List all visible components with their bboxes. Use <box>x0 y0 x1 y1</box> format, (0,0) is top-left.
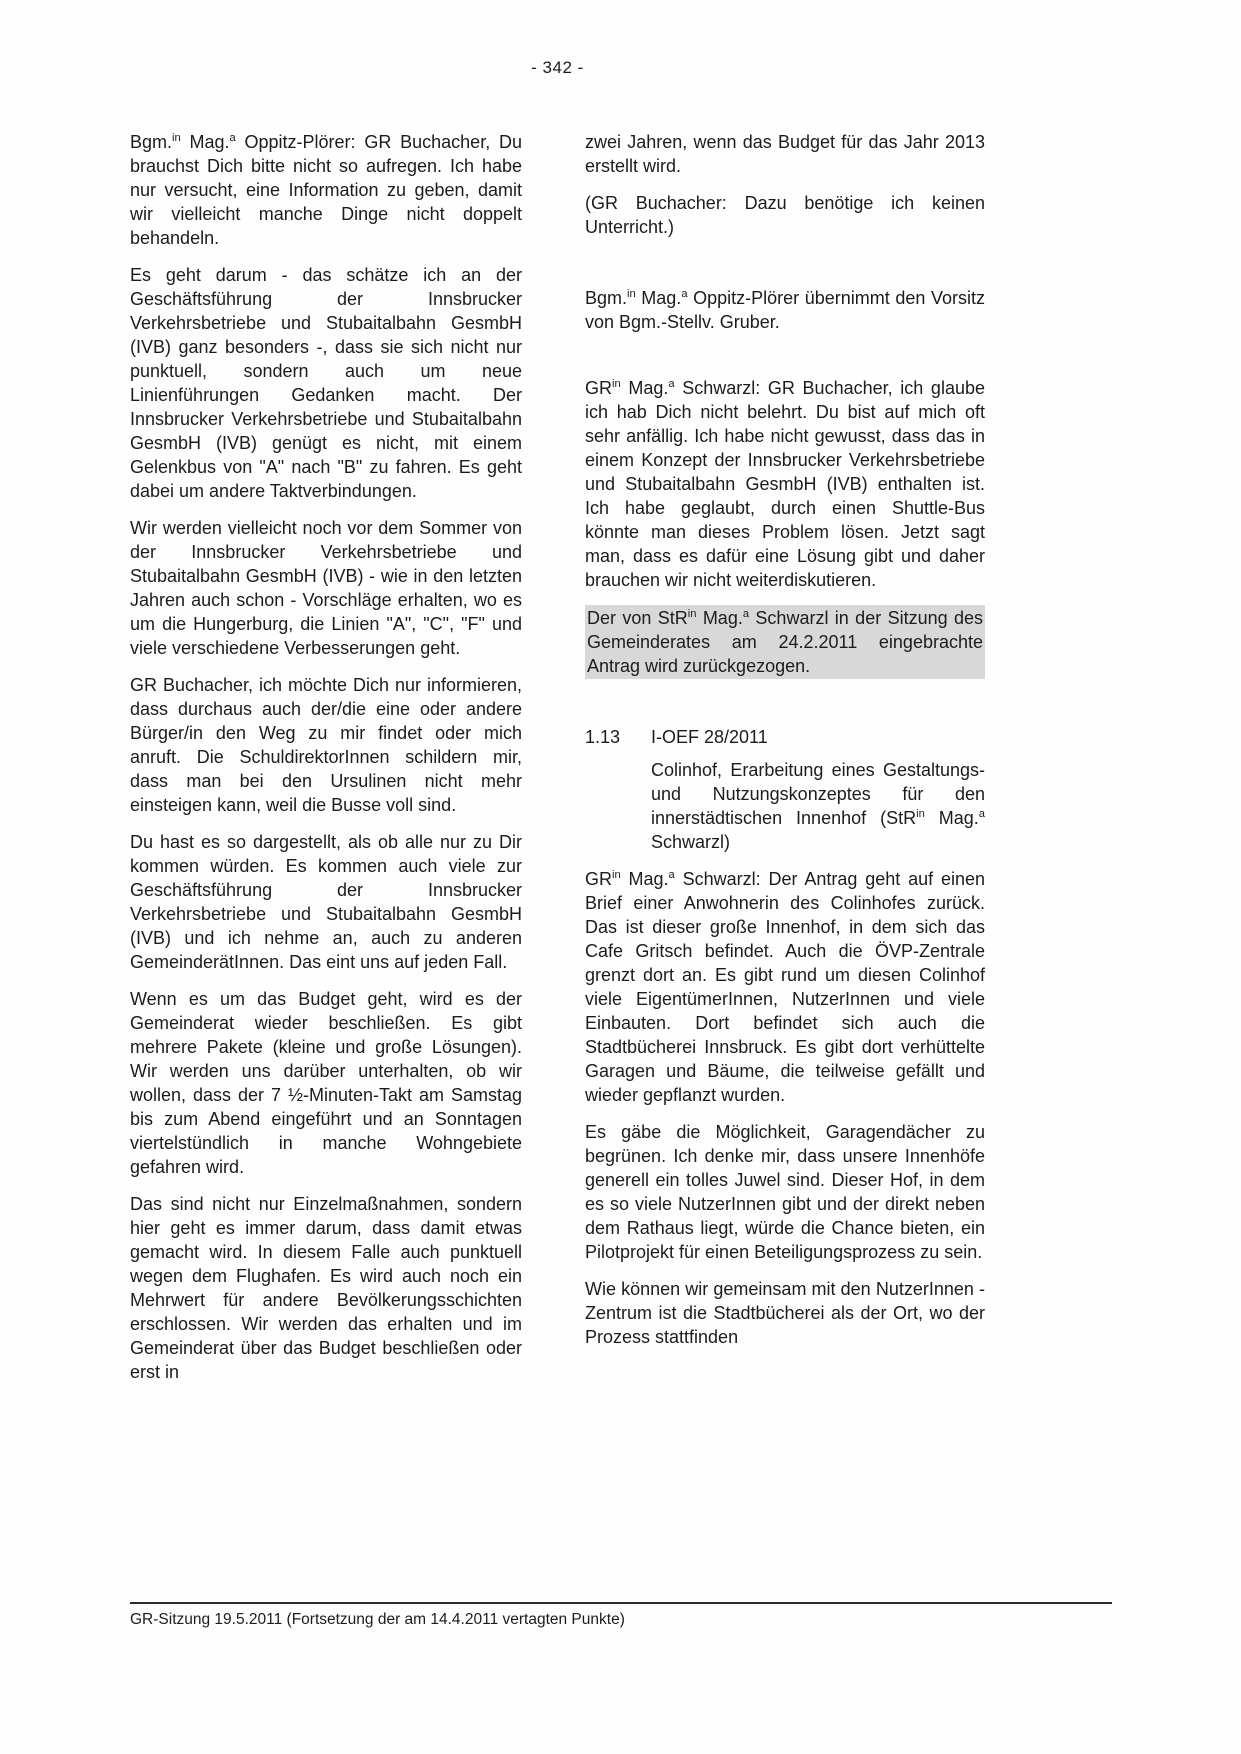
footer-text: GR-Sitzung 19.5.2011 (Fortsetzung der am 14.4.2011 vertagten Punkte) <box>130 1611 625 1628</box>
paragraph: GR Buchacher, ich möchte Dich nur informieren, dass durchaus auch der/die eine oder andere Bürger/in den Weg zu mir findet oder mich anruft. Die SchuldirektorInnen schildern mir, dass man bei den Ursulinen nicht mehr einsteigen kann, weil die Busse voll sind. <box>130 675 522 815</box>
withdrawal-highlight: Der von StR$^{in}$ Mag.$^a$ Schwarzl in der Sitzung des Gemeinderates am 24.2.2011 eingebrachte Antrag wird zurückgezogen. <box>585 605 985 679</box>
agenda-item-code: I-OEF 28/2011 <box>651 727 768 747</box>
page-footer <box>130 1602 1112 1630</box>
paragraph-continuation: zwei Jahren, wenn das Budget für das Jahr 2013 erstellt wird. <box>585 132 985 176</box>
paragraph: Es geht darum - das schätze ich an der Geschäftsführung der Innsbrucker Verkehrsbetriebe und Stubaitalbahn GesmbH (IVB) ganz besonders -, dass sie sich nicht nur punktuell, sondern auch um neue Linienführungen Gedanken macht. Der Innsbrucker Verkehrsbetriebe und Stubaitalbahn GesmbH (IVB) genügt es nicht, mit einem Gelenkbus von "A" nach "B" zu fahren. Es geht dabei um andere Taktverbindungen. <box>130 265 522 501</box>
agenda-item-number: 1.13 <box>585 727 621 747</box>
interjection-paragraph: (GR Buchacher: Dazu benötige ich keinen Unterricht.) <box>585 193 985 237</box>
paragraph: $GR^{in}$ Mag.$^a$ Schwarzl: Der Antrag geht auf einen Brief einer Anwohnerin des Colinhofes zurück. Das ist dieser große Innenhof, in dem sich das Cafe Gritsch befindet. Auch die ÖVP-Zentrale grenzt dort an. Es gibt rund um diesen Colinhof viele EigentümerInnen, NutzerInnen und viele Einbauten. Dort befindet sich auch die Stadtbücherei Innsbruck. Es gibt dort verhüttelte Garagen und Bäume, die teilweise gefällt und wieder gepflanzt wurden. <box>585 869 985 1105</box>
agenda-item-heading <box>585 725 985 749</box>
page-number: - 342 - <box>531 58 584 77</box>
paragraph: Wie können wir gemeinsam mit den NutzerInnen - Zentrum ist die Stadtbücherei als der Ort, wo der Prozess stattfinden <box>585 1279 985 1347</box>
chair-handover-note: Bgm.$^{in}$ Mag.$^a$ Oppitz-Plörer übernimmt den Vorsitz von Bgm.-Stellv. Gruber. <box>585 288 985 332</box>
paragraph: Wenn es um das Budget geht, wird es der Gemeinderat wieder beschließen. Es gibt mehrere Pakete (kleine und große Lösungen). Wir werden uns darüber unterhalten, ob wir wollen, dass der 7 ½-Minuten-Takt am Samstag bis zum Abend eingeführt und an Sonntagen viertelstündlich in manche Wohngebiete gefahren wird. <box>130 989 522 1177</box>
paragraph: $GR^{in}$ Mag.$^a$ Schwarzl: GR Buchacher, ich glaube ich hab Dich nicht belehrt. Du bist auf mich oft sehr anfällig. Ich habe nicht gewusst, dass das in einem Konzept der Innsbrucker Verkehrsbetriebe und Stubaitalbahn GesmbH (IVB) enthalten ist. Ich habe geglaubt, durch einen Shuttle-Bus könnte man dieses Problem lösen. Jetzt sagt man, dass es dafür eine Lösung gibt und daher brauchen wir nicht weiterdiskutieren. <box>585 378 985 590</box>
paragraph: Bgm.$^{in}$ Mag.$^a$ Oppitz-Plörer: GR Buchacher, Du brauchst Dich bitte nicht so aufregen. Ich habe nur versucht, eine Information zu geben, damit wir vielleicht manche Dinge nicht doppelt behandeln. <box>130 132 522 248</box>
paragraph: Wir werden vielleicht noch vor dem Sommer von der Innsbrucker Verkehrsbetriebe und Stubaitalbahn GesmbH (IVB) - wie in den letzten Jahren auch schon - Vorschläge erhalten, wo es um die Hungerburg, die Linien "A", "C", "F" und viele verschiedene Verbesserungen geht. <box>130 518 522 658</box>
paragraph: Das sind nicht nur Einzelmaßnahmen, sondern hier geht es immer darum, dass damit etwas gemacht wird. In diesem Falle auch punktuell wegen dem Flughafen. Es wird auch noch ein Mehrwert für andere Bevölkerungsschichten erschlossen. Wir werden das erhalten und im Gemeinderat über das Budget beschließen oder erst in <box>130 1194 522 1382</box>
paragraph: Es gäbe die Möglichkeit, Garagendächer zu begrünen. Ich denke mir, dass unsere Innenhöfe generell ein tolles Juwel sind. Dieser Hof, in dem es so viele NutzerInnen gibt und der direkt neben dem Rathaus liegt, würde die Chance bieten, ein Pilotprojekt für einen Beteiligungsprozess zu sein. <box>585 1122 985 1262</box>
right-column <box>585 130 985 1384</box>
paragraph: Du hast es so dargestellt, als ob alle nur zu Dir kommen würden. Es kommen auch viele zur Geschäftsführung der Innsbrucker Verkehrsbetriebe und Stubaitalbahn GesmbH (IVB) und ich nehme an, auch zu anderen GemeinderätInnen. Das eint uns auf jeden Fall. <box>130 832 522 972</box>
agenda-item-title: Colinhof, Erarbeitung eines Gestaltungs- und Nutzungskonzeptes für den innerstädtischen Innenhof (StR$^{in}$ Mag.$^a$ Schwarzl) <box>651 760 985 852</box>
two-column-body <box>130 130 985 1384</box>
left-column <box>130 130 522 1384</box>
